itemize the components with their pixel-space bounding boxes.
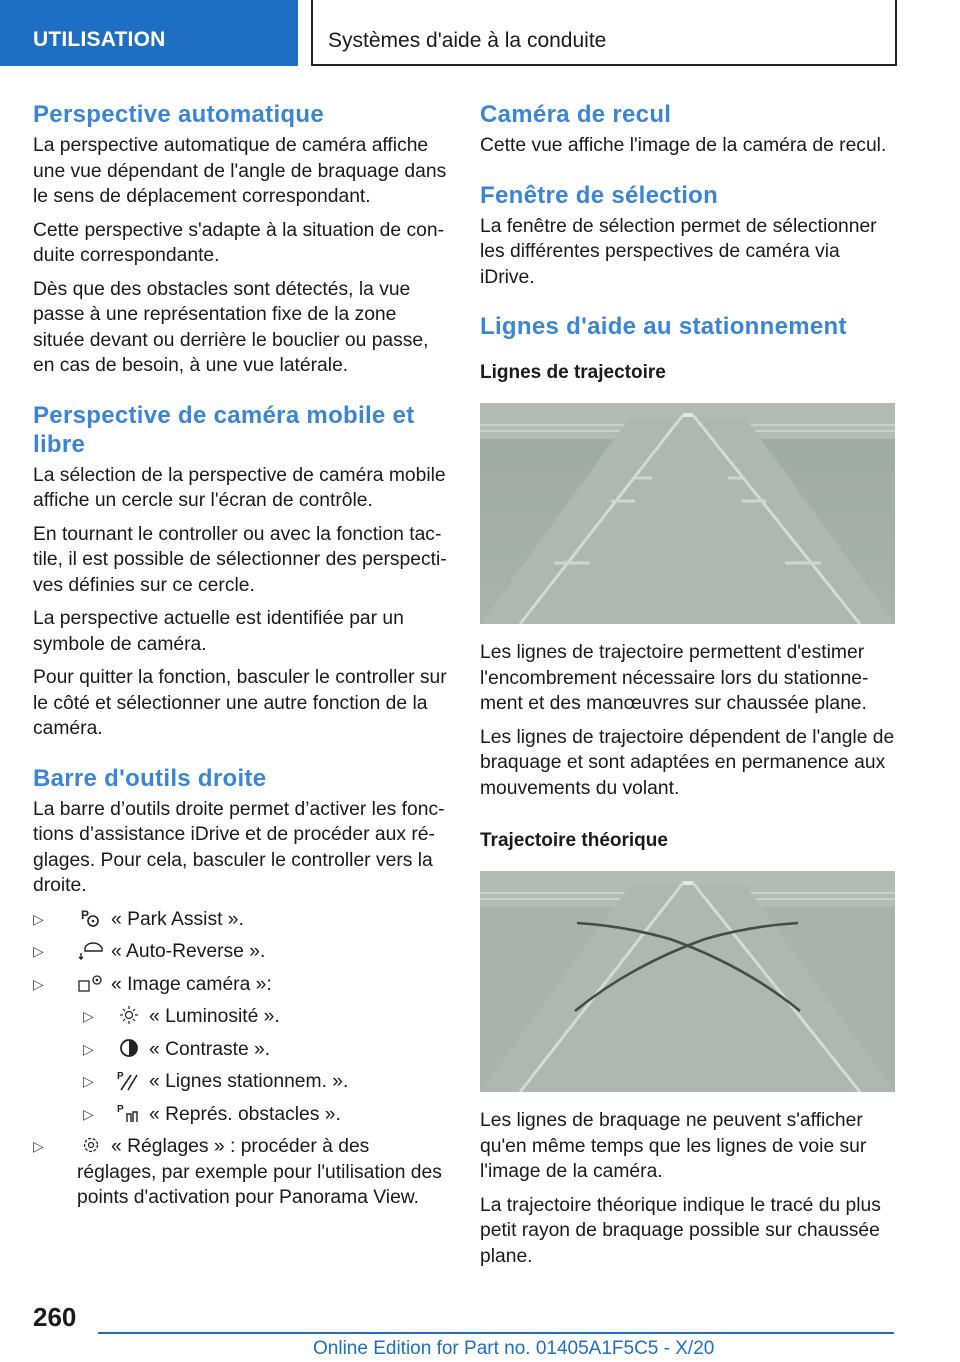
page-number: 260: [33, 1302, 77, 1332]
camera-image-icon: [77, 972, 107, 994]
list-item: [33, 1134, 448, 1211]
heading-fenetre-selection: Fenêtre de sélection: [480, 181, 719, 209]
header-chapter-title: Systèmes d'aide à la conduite: [328, 29, 607, 52]
list-item: [65, 1069, 448, 1095]
list-item-text: « Représ. obstacles ».: [149, 1103, 341, 1125]
paragraph: La sélection de la perspective de caméra mobile affiche un cercle sur l'écran de contrôle.: [33, 464, 446, 511]
subheading-lignes-trajectoire: Lignes de trajectoire: [480, 362, 666, 383]
paragraph: La perspective actuelle est identifiée par un symbole de caméra.: [33, 608, 404, 655]
list-item-text: « Image caméra »:: [111, 973, 272, 995]
paragraph: Dès que des obstacles sont détectés, la vue passe à une représentation fixe de la zone située devant ou derrière le bouclier ou passe, en cas de besoin, à une vue latérale.: [33, 278, 429, 376]
list-item-text: « Auto-Reverse ».: [111, 941, 266, 962]
header-section-tab: [0, 0, 298, 66]
bullet-marker: ▷: [83, 1008, 94, 1024]
paragraph: La barre d’outils droite permet d’activer les fonctions d’assistance iDrive et de procéder aux réglages. Pour cela, basculer le controller vers la droite.: [33, 798, 445, 896]
paragraph: En tournant le controller ou avec la fonction tactile, il est possible de sélectionner des perspectives définies sur ce cercle.: [33, 523, 447, 596]
heading-perspective-mobile: Perspective de caméra mobile et libre: [33, 401, 415, 458]
parking-lines-icon: [115, 1069, 145, 1091]
bullet-marker: ▷: [33, 1138, 44, 1154]
bullet-marker: ▷: [33, 975, 44, 992]
theoretical-trajectory-figure: [480, 871, 895, 1092]
list-item: [65, 1102, 448, 1128]
toolbar-function-list: [33, 907, 448, 1211]
list-item: [65, 1037, 448, 1063]
subheading-trajectoire-theorique: Trajectoire théorique: [480, 830, 668, 851]
obstacles-icon: [115, 1102, 145, 1124]
bullet-marker: ▷: [83, 1073, 94, 1089]
heading-barre-outils: Barre d'outils droite: [33, 764, 267, 792]
paragraph: La perspective automatique de caméra affiche une vue dépendant de l'angle de braquage dans le sens de déplacement correspondant.: [33, 135, 447, 207]
paragraph: Les lignes de trajectoire permettent d'estimer l'encombrement nécessaire lors du stationnement et des manœuvres sur chaussée plane.: [480, 642, 869, 714]
paragraph: Cette perspective s'adapte à la situation de conduite correspondante.: [33, 219, 444, 266]
paragraph: Pour quitter la fonction, basculer le controller sur le côté et sélectionner une autre fonction de la caméra.: [33, 667, 447, 739]
paragraph: La fenêtre de sélection permet de sélectionner les différentes perspectives de caméra via iDrive.: [480, 215, 877, 288]
list-item-text: « Réglages » : procéder à des réglages, par exemple pour l'utilisation des points d'activation pour Panorama View.: [77, 1136, 442, 1208]
park-assist-icon: [77, 907, 107, 929]
left-column: [33, 100, 448, 1218]
heading-lignes-aide: Lignes d'aide au stationnement: [480, 313, 847, 340]
paragraph: La trajectoire théorique indique le tracé du plus petit rayon de braquage possible sur chaussée plane.: [480, 1194, 881, 1267]
heading-camera-recul: Caméra de recul: [480, 101, 672, 128]
bullet-marker: ▷: [83, 1040, 94, 1057]
auto-reverse-icon: [77, 939, 107, 961]
right-column: [480, 100, 895, 1277]
footer-edition: Online Edition for Part no. 01405A1F5C5 - X/20: [313, 1338, 715, 1359]
footer-rule: [98, 1332, 894, 1334]
header-section-title: UTILISATION: [33, 28, 166, 51]
bullet-marker: ▷: [83, 1105, 94, 1122]
camera-image-sublist: [77, 1004, 448, 1127]
list-item: [33, 972, 448, 1128]
bullet-marker: ▷: [33, 943, 44, 959]
list-item-text: « Luminosité ».: [149, 1006, 280, 1027]
list-item-text: « Park Assist ».: [111, 908, 244, 930]
svg-text:P: P: [117, 1071, 124, 1082]
paragraph: Les lignes de trajectoire dépendent de l'angle de braquage et sont adaptées en permanence aux mouvements du volant.: [480, 726, 895, 799]
svg-text:P: P: [81, 907, 90, 922]
trajectory-lines-figure: [480, 403, 895, 624]
paragraph: Les lignes de braquage ne peuvent s'afficher qu'en même temps que les lignes de voie sur l'image de la caméra.: [480, 1110, 867, 1182]
list-item-text: « Lignes stationnem. ».: [149, 1071, 349, 1092]
paragraph: Cette vue affiche l'image de la caméra de recul.: [480, 135, 887, 156]
header-chapter-box: [311, 0, 897, 66]
list-item-text: « Contraste ».: [149, 1038, 271, 1060]
list-item: [33, 907, 448, 933]
bullet-marker: ▷: [33, 910, 44, 927]
heading-perspective-automatique: Perspective automatique: [33, 101, 324, 128]
brightness-icon: [115, 1004, 145, 1026]
settings-gear-icon: [77, 1134, 107, 1156]
contrast-icon: [115, 1037, 145, 1059]
list-item: [65, 1004, 448, 1030]
list-item: [33, 939, 448, 965]
svg-text:P: P: [117, 1103, 124, 1115]
